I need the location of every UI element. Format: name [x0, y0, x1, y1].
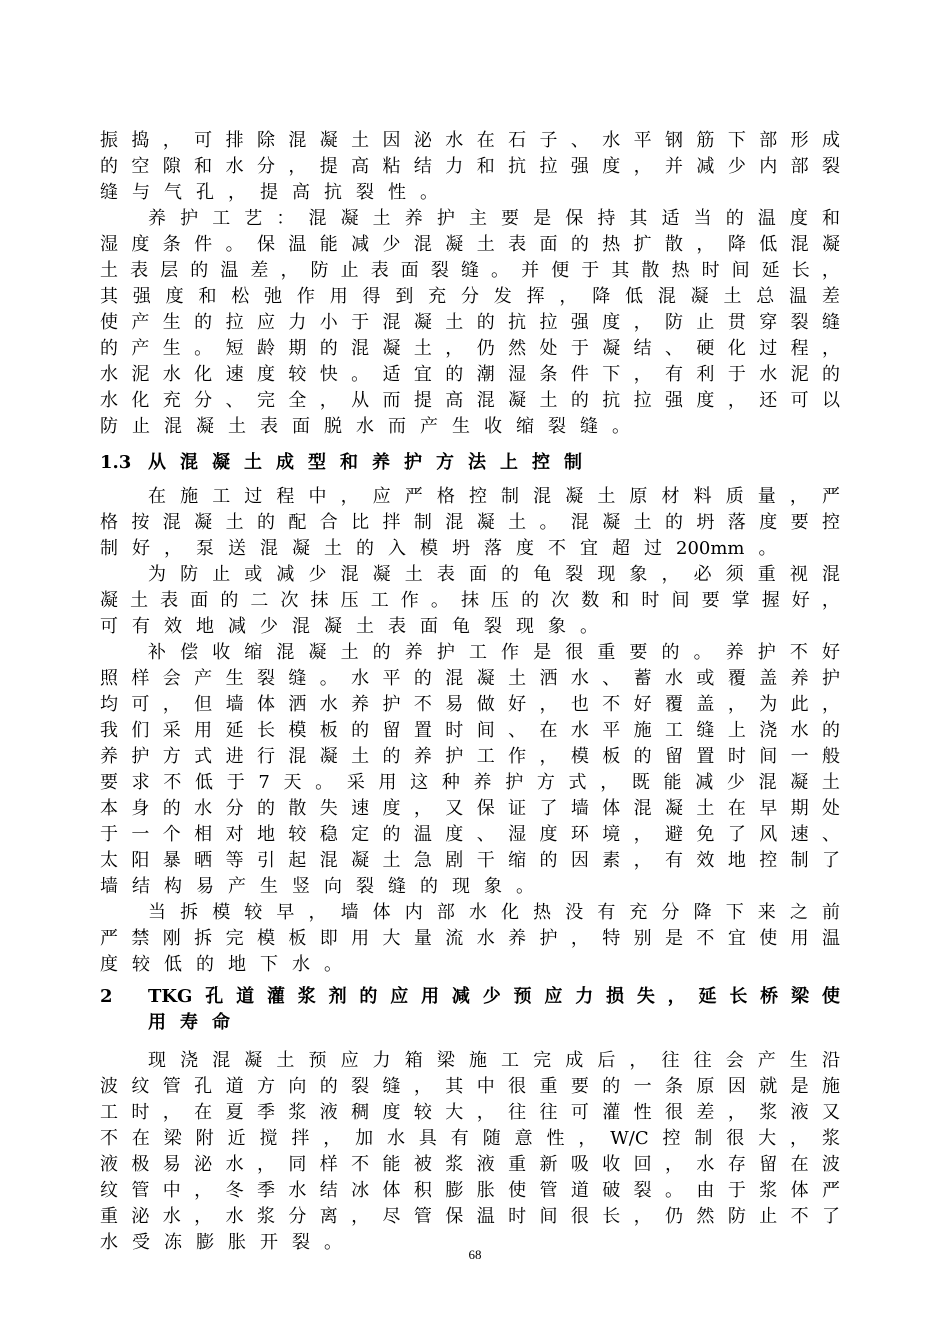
section-heading: 从 混 凝 土 成 型 和 养 护 方 法 上 控 制: [148, 452, 582, 473]
paragraph-line: 要 求 不 低 于 7 天 。 采 用 这 种 养 护 方 式 ， 既 能 减 少 混 凝 土: [100, 772, 840, 793]
paragraph-line: 液 极 易 泌 水 ， 同 样 不 能 被 浆 液 重 新 吸 收 回 ， 水 存 留 在 波: [100, 1154, 840, 1175]
paragraph-line: 格 按 混 凝 土 的 配 合 比 拌 制 混 凝 土 。 混 凝 土 的 坍 落 度 要 控: [100, 512, 840, 533]
paragraph-line: 纹 管 中 ， 冬 季 水 结 冰 体 积 膨 胀 使 管 道 破 裂 。 由 于 浆 体 严: [100, 1180, 840, 1201]
paragraph-line: 养 护 工 艺 ： 混 凝 土 养 护 主 要 是 保 持 其 适 当 的 温 度 和: [148, 208, 840, 229]
section-number: 2: [100, 986, 113, 1007]
paragraph-line: 补 偿 收 缩 混 凝 土 的 养 护 工 作 是 很 重 要 的 。 养 护 不 好: [148, 642, 840, 663]
paragraph-line: 的 产 生 。 短 龄 期 的 混 凝 土 ， 仍 然 处 于 凝 结 、 硬 化 过 程 ，: [100, 338, 840, 359]
paragraph-line: 的 空 隙 和 水 分 ， 提 高 粘 结 力 和 抗 拉 强 度 ， 并 减 少 内 部 裂: [100, 156, 840, 177]
paragraph-line: 水 化 充 分 、 完 全 ， 从 而 提 高 混 凝 土 的 抗 拉 强 度 ， 还 可 以: [100, 390, 840, 411]
section-number: 1.3: [100, 452, 132, 473]
paragraph-line: 土 表 层 的 温 差 ， 防 止 表 面 裂 缝 。 并 便 于 其 散 热 时 间 延 长 ，: [100, 260, 840, 281]
paragraph-line: 在 施 工 过 程 中 ， 应 严 格 控 制 混 凝 土 原 材 料 质 量 ， 严: [148, 486, 840, 507]
paragraph-line: 太 阳 暴 晒 等 引 起 混 凝 土 急 剧 干 缩 的 因 素 ， 有 效 地 控 制 了: [100, 850, 840, 871]
paragraph-line: 工 时 ， 在 夏 季 浆 液 稠 度 较 大 ， 往 往 可 灌 性 很 差 ， 浆 液 又: [100, 1102, 840, 1123]
section-heading: 用 寿 命: [148, 1012, 230, 1033]
paragraph-line: 凝 土 表 面 的 二 次 抹 压 工 作 。 抹 压 的 次 数 和 时 间 要 掌 握 好 ，: [100, 590, 840, 611]
paragraph-line: 振 捣 ， 可 排 除 混 凝 土 因 泌 水 在 石 子 、 水 平 钢 筋 下 部 形 成: [100, 130, 840, 151]
paragraph-line: 严 禁 刚 拆 完 模 板 即 用 大 量 流 水 养 护 ， 特 别 是 不 宜 使 用 温: [100, 928, 840, 949]
paragraph-line: 湿 度 条 件 。 保 温 能 减 少 混 凝 土 表 面 的 热 扩 散 ， 降 低 混 凝: [100, 234, 840, 255]
paragraph-line: 于 一 个 相 对 地 较 稳 定 的 温 度 、 湿 度 环 境 ， 避 免 了 风 速 、: [100, 824, 840, 845]
paragraph-line: 墙 结 构 易 产 生 竖 向 裂 缝 的 现 象 。: [100, 876, 534, 897]
paragraph-line: 缝 与 气 孔 ， 提 高 抗 裂 性 。: [100, 182, 438, 203]
paragraph-line: 照 样 会 产 生 裂 缝 。 水 平 的 混 凝 土 洒 水 、 蓄 水 或 覆 盖 养 护: [100, 668, 840, 689]
paragraph-line: 我 们 采 用 延 长 模 板 的 留 置 时 间 、 在 水 平 施 工 缝 上 浇 水 的: [100, 720, 840, 741]
paragraph-line: 波 纹 管 孔 道 方 向 的 裂 缝 ， 其 中 很 重 要 的 一 条 原 因 就 是 施: [100, 1076, 840, 1097]
paragraph-line: 不 在 梁 附 近 搅 拌 ， 加 水 具 有 随 意 性 ， W/C 控 制 很 大 ， 浆: [100, 1128, 840, 1149]
paragraph-line: 其 强 度 和 松 弛 作 用 得 到 充 分 发 挥 ， 降 低 混 凝 土 总 温 差: [100, 286, 840, 307]
paragraph-line: 均 可 ， 但 墙 体 洒 水 养 护 不 易 做 好 ， 也 不 好 覆 盖 ， 为 此 ，: [100, 694, 840, 715]
paragraph-line: 制 好 ， 泵 送 混 凝 土 的 入 模 坍 落 度 不 宜 超 过 200mm 。: [100, 538, 777, 559]
paragraph-line: 为 防 止 或 减 少 混 凝 土 表 面 的 龟 裂 现 象 ， 必 须 重 视 混: [148, 564, 840, 585]
paragraph-line: 本 身 的 水 分 的 散 失 速 度 ， 又 保 证 了 墙 体 混 凝 土 在 早 期 处: [100, 798, 840, 819]
paragraph-line: 水 受 冻 膨 胀 开 裂 。: [100, 1232, 342, 1253]
paragraph-line: 现 浇 混 凝 土 预 应 力 箱 梁 施 工 完 成 后 ， 往 往 会 产 生 沿: [148, 1050, 840, 1071]
paragraph-line: 防 止 混 凝 土 表 面 脱 水 而 产 生 收 缩 裂 缝 。: [100, 416, 630, 437]
paragraph-line: 使 产 生 的 拉 应 力 小 于 混 凝 土 的 抗 拉 强 度 ， 防 止 贯 穿 裂 缝: [100, 312, 840, 333]
page-number: 68: [468, 1247, 482, 1262]
paragraph-line: 可 有 效 地 减 少 混 凝 土 表 面 龟 裂 现 象 。: [100, 616, 598, 637]
paragraph-line: 养 护 方 式 进 行 混 凝 土 的 养 护 工 作 ， 模 板 的 留 置 时 间 一 般: [100, 746, 840, 767]
paragraph-line: 当 拆 模 较 早 ， 墙 体 内 部 水 化 热 没 有 充 分 降 下 来 之 前: [148, 902, 840, 923]
paragraph-line: 重 泌 水 ， 水 浆 分 离 ， 尽 管 保 温 时 间 很 长 ， 仍 然 防 止 不 了: [100, 1206, 840, 1227]
section-heading: TKG 孔 道 灌 浆 剂 的 应 用 减 少 预 应 力 损 失 ， 延 长 桥 梁 使: [148, 986, 840, 1007]
paragraph-line: 水 泥 水 化 速 度 较 快 。 适 宜 的 潮 湿 条 件 下 ， 有 利 于 水 泥 的: [100, 364, 840, 385]
paragraph-line: 度 较 低 的 地 下 水 。: [100, 954, 342, 975]
